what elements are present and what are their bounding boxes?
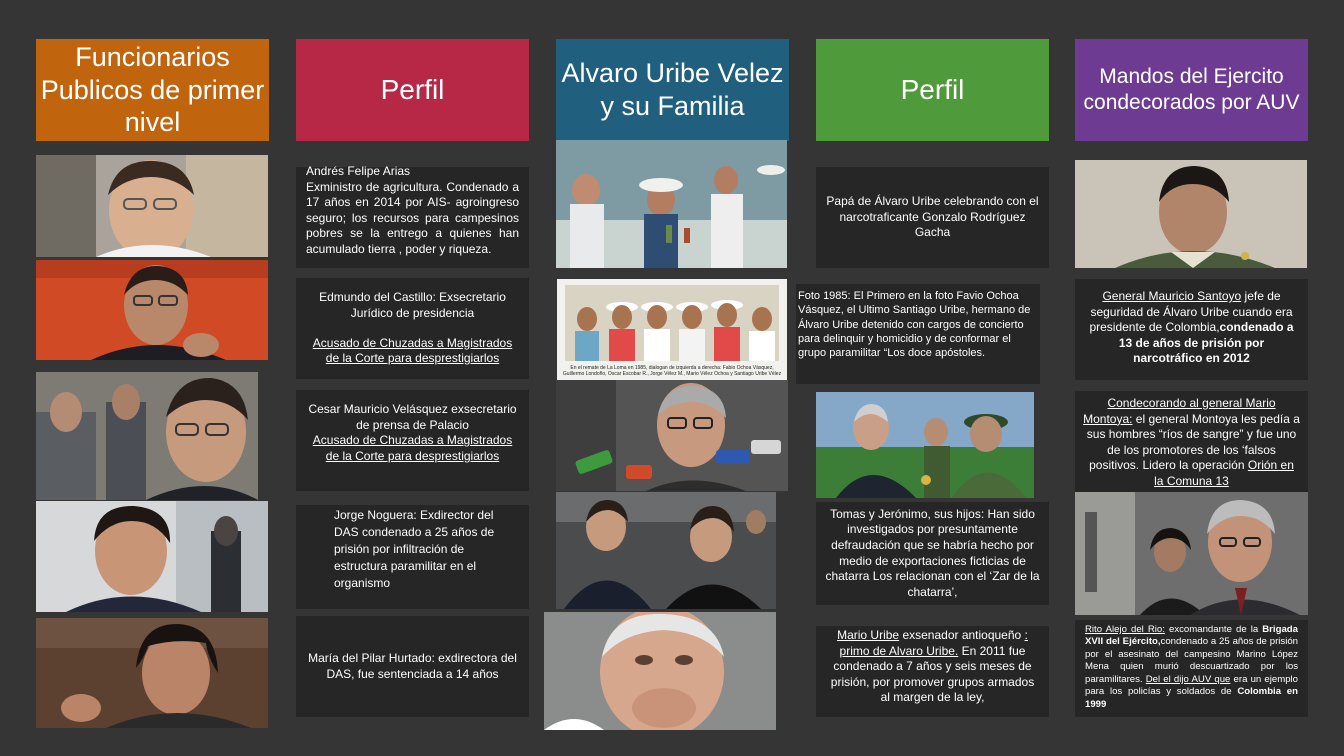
profile-castillo-accusation: Acusado de Chuzadas a Magistrados de la Corte para desprestigiarlos — [312, 335, 513, 366]
profile-rito-name: Rito Alejo del Rio: — [1085, 624, 1165, 635]
photo-jorge-noguera — [36, 501, 268, 612]
profile-rito-brigada: Brigada XVII del Ejército, — [1085, 624, 1298, 648]
profile-mario-name: Mario Uribe — [837, 628, 900, 642]
header-perfil-2-text: Perfil — [900, 73, 965, 105]
photo-1985-la-loma — [557, 279, 787, 380]
profile-santoyo-name: General Mauricio Santoyo — [1102, 289, 1242, 303]
header-funcionarios — [36, 39, 269, 141]
profile-montoya-lead: Condecorando al general Mario Montoya: — [1083, 396, 1276, 426]
profile-rito-p3: Del el dijo AUV que — [1145, 673, 1231, 685]
profile-montoya-tail: Orión en la Comuna 13 — [1154, 458, 1294, 488]
profile-jorge-noguera — [296, 505, 529, 609]
profile-foto-1985 — [796, 284, 1040, 384]
photo-mario-uribe — [544, 612, 776, 730]
profile-rito-alejo-del-rio — [1075, 620, 1308, 717]
profile-hijos-text: Tomas y Jerónimo, sus hijos: Han sido investigados por presuntamente defraudación que se habría hecho por medio de exportaciones ficticias de chatarra Los relacionan con el ‘Zar de la chatarra’, — [825, 506, 1040, 599]
photo-rito-alejo-del-rio — [1075, 492, 1308, 615]
header-perfil-1 — [296, 39, 529, 141]
header-perfil-1-text: Perfil — [380, 73, 445, 105]
profile-rito-p4: era un ejemplo para los policías y soldados de — [1085, 673, 1298, 698]
photo-alvaro-uribe-press — [556, 380, 788, 491]
profile-general-montoya — [1075, 391, 1308, 492]
profile-foto-1985-text: Foto 1985: El Primero en la foto Favio Ochoa Vásquez, el Ultimo Santiago Uribe, hermano de Álvaro Uribe detenido con cargos de concierto para delinquir y homicidio y de conformar el grupo paramilitar “Los doce apóstoles. — [798, 290, 1031, 360]
photo-general-santoyo — [1075, 160, 1307, 268]
photo-edmundo-del-castillo — [36, 260, 268, 360]
header-funcionarios-text: Funcionarios Publicos de primer nivel — [40, 41, 265, 138]
profile-mario-part3: En 2011 fue condenado a 7 años y seis meses de prisión, por promover grupos armados al margen de la ley, — [830, 643, 1035, 705]
profile-papa-text: Papá de Álvaro Uribe celebrando con el narcotraficante Gonzalo Rodríguez Gacha — [826, 194, 1039, 240]
profile-andres-felipe-arias — [296, 164, 529, 268]
photo-tomas-jeronimo — [556, 492, 776, 609]
profile-edmundo-del-castillo — [296, 278, 529, 379]
profile-maria-del-pilar-hurtado — [296, 616, 529, 717]
profile-velasquez-accusation: Acusado de Chuzadas a Magistrados de la Corte para desprestigiarlos — [312, 433, 513, 463]
header-mandos-ejercito-text: Mandos del Ejercito condecorados por AUV — [1083, 65, 1300, 114]
profile-rito-p1: excomandante de la — [1164, 624, 1263, 635]
header-uribe-familia — [556, 39, 789, 141]
profile-mario-part2: : primo de Alvaro Uribe. — [839, 628, 1028, 658]
photo-cesar-mauricio-velasquez — [36, 372, 258, 500]
profile-hurtado-text: María del Pilar Hurtado: exdirectora del DAS, fue sentenciada a 14 años — [308, 650, 517, 681]
profile-cesar-mauricio-velasquez — [296, 390, 529, 491]
photo-maria-del-pilar-hurtado — [36, 618, 268, 728]
photo-andres-felipe-arias — [36, 155, 268, 257]
profile-rito-p5: Colombia en 1999 — [1085, 686, 1298, 710]
profile-arias-text: Exministro de agricultura. Condenado a 17 años en 2014 por AIS- agroingreso seguro; los recursos para campesinos pobres se la entrego a quienes han acumulado tierra , poder y riqueza. — [306, 179, 519, 256]
profile-tomas-jeronimo — [816, 502, 1049, 605]
profile-arias-name: Andrés Felipe Arias — [306, 164, 411, 178]
header-perfil-2 — [816, 39, 1049, 141]
profile-velasquez-title: Cesar Mauricio Velásquez exsecretario de prensa de Palacio — [308, 402, 517, 432]
profile-general-santoyo — [1075, 279, 1308, 380]
profile-papa-uribe — [816, 167, 1049, 268]
photo-uribe-father-party — [556, 140, 787, 268]
profile-rito-p2: condenado a 25 años de prisión por el asesinato del campesino Marino López Mena quien murió descuartizado por los paramilitares. — [1085, 636, 1298, 685]
header-mandos-ejercito — [1075, 39, 1308, 141]
photo-1985-caption: En el remate de La Loma en 1985, dialogan de izquierda a derecha: Fabio Ochoa Vásquez, Guillermo Londoño, Oscar Escobar R., Jorge Vélez M., Mario Vélez Ochoa y Santiago Uribe Vélez — [562, 365, 782, 377]
profile-mario-part1: exsenador antioqueño — [899, 628, 1025, 642]
profile-santoyo-part2: condenado a 13 de años de prisión por narcotráfico en 2012 — [1118, 320, 1294, 366]
profile-noguera-text: Jorge Noguera: Exdirector del DAS condenado a 25 años de prisión por infiltración de estructura paramilitar en el organismo — [334, 508, 495, 591]
photo-uribe-condecorando-montoya — [816, 392, 1034, 498]
profile-mario-uribe — [816, 626, 1049, 717]
profile-montoya-text: el general Montoya les pedía a sus hombres “ríos de sangre” y fue uno de los promotores de los ‘falsos positivos. Lidero la operación — [1086, 411, 1300, 473]
profile-santoyo-part1: jefe de seguridad de Álvaro Uribe cuando era presidente de Colombia, — [1089, 289, 1293, 335]
profile-castillo-title: Edmundo del Castillo: Exsecretario Jurídico de presidencia — [319, 290, 506, 320]
header-uribe-familia-text: Alvaro Uribe Velez y su Familia — [561, 58, 784, 121]
